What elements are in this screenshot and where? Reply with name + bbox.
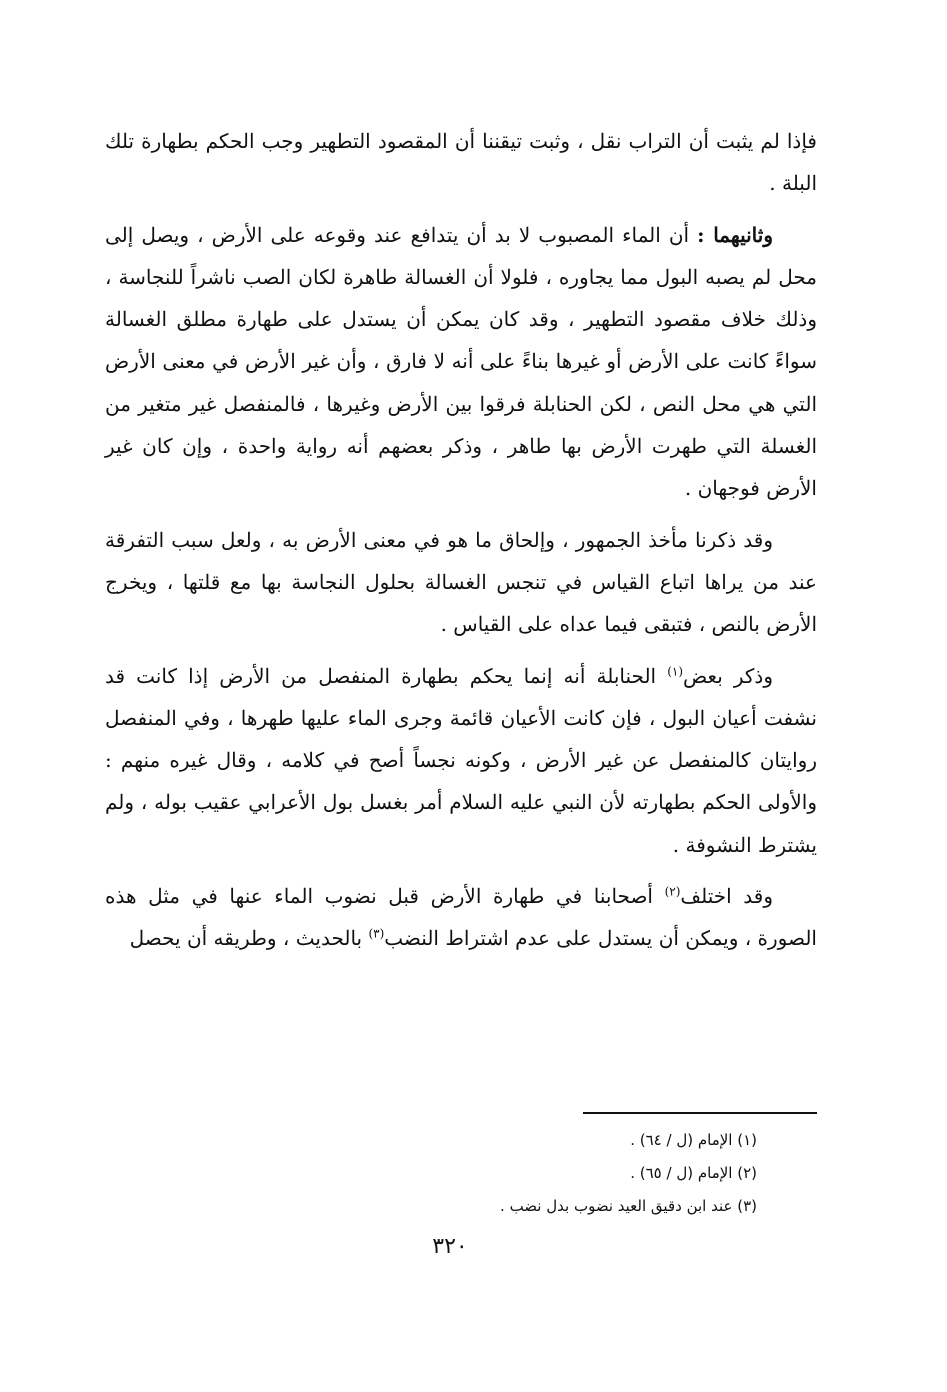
footnote-ref-1: (١) <box>667 663 684 678</box>
footnotes <box>300 1124 757 1223</box>
paragraph-5-text-c: بالحديث ، وطريقه أن يحصل <box>129 926 369 951</box>
paragraph-4 <box>105 655 817 866</box>
paragraph-1-text: فإذا لم يثبت أن التراب نقل ، وثبت تيقننا أن المقصود التطهير وجب الحكم بطهارة تلك البلة . <box>105 129 817 196</box>
footnote-1: (١) الإمام (ل / ٦٤) . <box>630 1131 757 1149</box>
paragraph-2 <box>105 214 817 510</box>
paragraph-5 <box>105 875 817 960</box>
paragraph-5-text-a: وقد اختلف <box>680 884 773 909</box>
paragraph-4-text-b: الحنابلة أنه إنما يحكم بطهارة المنفصل من الأرض إذا كانت قد نشفت أعيان البول ، فإن كانت الأعيان قائمة وجرى الماء عليها طهرها ، وفي المنفصل روايتان كالمنفصل عن غير الأرض ، وكونه نجساً أصح في كلامه ، وقال غيره منهم : والأولى الحكم بطهارته لأن النبي عليه السلام أمر بغسل بول الأعرابي عقيب بوله ، ولم يشترط النشوفة . <box>105 663 817 857</box>
main-text <box>105 120 817 969</box>
paragraph-5-text-b: أصحابنا في طهارة الأرض قبل نضوب الماء عنها في مثل هذه الصورة ، ويمكن أن يستدل على عدم اشتراط النضب <box>105 884 817 951</box>
footnote-2: (٢) الإمام (ل / ٦٥) . <box>630 1164 757 1182</box>
footnote-3: (٣) عند ابن دقيق العيد نضوب بدل نضب . <box>500 1197 757 1215</box>
footnote-ref-3: (٣) <box>368 926 385 941</box>
footnote-ref-2: (٢) <box>664 884 681 899</box>
paragraph-4-text-a: وذكر بعض <box>683 663 773 688</box>
footnote-separator <box>583 1112 817 1114</box>
paragraph-3-text: وقد ذكرنا مأخذ الجمهور ، وإلحاق ما هو في معنى الأرض به ، ولعل سبب التفرقة عند من يراها اتباع القياس في تنجس الغسالة بحلول النجاسة بها مع قلتها ، ويخرج الأرض بالنص ، فتبقى فيما عداه على القياس . <box>105 527 817 637</box>
paragraph-2-text: أن الماء المصبوب لا بد أن يتدافع عند وقوعه على الأرض ، ويصل إلى محل لم يصبه البول مما يجاوره ، فلولا أن الغسالة طاهرة لكان الصب ناشراً للنجاسة ، وذلك خلاف مقصود التطهير ، وقد كان يمكن أن يستدل على طهارة مطلق الغسالة سواءً كانت على الأرض أو غيرها بناءً على أنه لا فارق ، وأن غير الأرض في معنى الأرض التي هي محل النص ، لكن الحنابلة فرقوا بين الأرض وغيرها ، فالمنفصل غير متغير من الغسلة التي طهرت الأرض بها طاهر ، وذكر بعضهم أنه رواية واحدة ، وإن كان غير الأرض فوجهان . <box>105 222 817 501</box>
paragraph-3 <box>105 519 817 646</box>
paragraph-1 <box>105 120 817 205</box>
page-number: ٣٢٠ <box>432 1234 468 1259</box>
paragraph-2-lead: وثانيهما : <box>697 222 774 247</box>
